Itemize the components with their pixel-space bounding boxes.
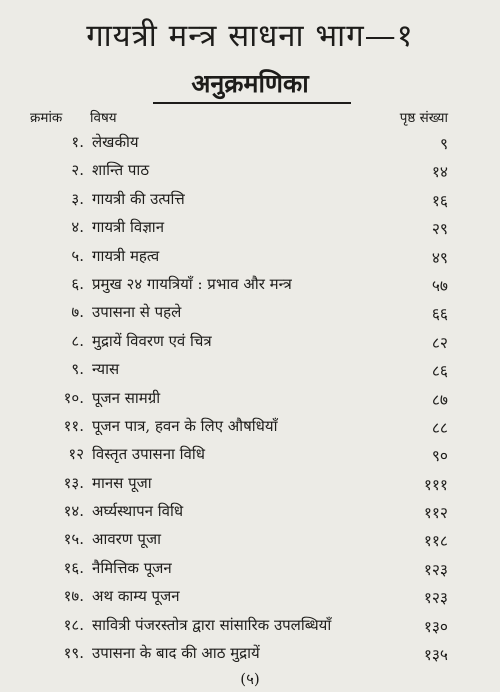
toc-entry [0,440,500,468]
toc-entry [0,582,500,610]
entry-number: ६. [71,274,84,293]
entry-title: नैमित्तिक पूजन [92,558,172,577]
entry-page-number: १२३ [423,560,448,579]
entry-page-number: ६६ [431,305,448,324]
column-header-page: पृष्ठ संख्या [399,110,448,126]
entry-number: १. [71,133,84,151]
toc-entry [0,156,500,184]
toc-entry [0,242,500,270]
entry-number: १६. [63,558,84,577]
toc-entry [0,185,500,213]
entry-number: १३. [63,473,84,492]
entry-page-number: ५७ [431,276,448,295]
heading-underline [153,102,351,104]
entry-title: उपासना के बाद की आठ मुद्रायें [92,644,260,663]
entry-title: गायत्री की उत्पत्ति [92,189,185,208]
entry-number: ३. [71,189,84,208]
entry-number: १७. [63,587,84,606]
entry-number: ४. [71,218,84,237]
entry-number: ७. [71,303,84,322]
entry-title: शान्ति पाठ [92,161,150,180]
entry-number: ११. [63,416,84,435]
table-of-contents [0,128,500,667]
entry-title: विस्तृत उपासना विधि [92,445,206,464]
entry-page-number: ११२ [423,504,448,523]
entry-number: ९. [71,360,84,379]
entry-page-number: ८८ [431,418,448,437]
entry-page-number: ११८ [423,532,448,551]
entry-number: १४. [63,502,84,521]
entry-title: अथ काम्य पूजन [92,587,180,606]
toc-entry [0,327,500,355]
book-title: गायत्री मन्त्र साधना भाग—१ [86,18,414,54]
toc-entry [0,128,500,156]
toc-entry [0,639,500,667]
entry-page-number: १११ [423,475,448,494]
toc-entry [0,298,500,326]
entry-title: आवरण पूजा [92,530,161,549]
page-number: (५) [240,670,260,688]
entry-title: मुद्रायें विवरण एवं चित्र [92,331,212,350]
entry-page-number: ८२ [431,333,448,352]
entry-number: १८. [63,615,84,634]
entry-number: १०. [63,388,84,407]
entry-page-number: ८७ [431,390,448,409]
toc-entry [0,525,500,553]
entry-page-number: १४ [431,163,448,182]
entry-number: १२ [68,445,84,464]
entry-title: अर्घ्यस्थापन विधि [92,502,184,521]
entry-title: पूजन पात्र, हवन के लिए औषधियाँ [92,416,278,435]
toc-entry [0,497,500,525]
entry-number: ८. [71,331,84,350]
toc-entry [0,213,500,241]
entry-page-number: ९ [439,135,448,153]
entry-title: पूजन सामग्री [92,388,161,407]
entry-number: १९. [63,644,84,663]
entry-title: मानस पूजा [92,473,152,492]
toc-entry [0,611,500,639]
entry-page-number: १३० [423,617,448,636]
entry-page-number: १३५ [423,646,448,665]
column-header-number: क्रमांक [30,110,63,126]
entry-page-number: १६ [431,191,448,210]
toc-entry [0,554,500,582]
entry-page-number: ९० [431,447,448,466]
entry-title: लेखकीय [92,133,139,151]
toc-entry [0,270,500,298]
entry-title: न्यास [92,360,120,379]
entry-title: गायत्री महत्व [92,246,160,265]
toc-entry [0,412,500,440]
toc-entry [0,469,500,497]
column-header-subject: विषय [90,110,117,126]
entry-page-number: १२३ [423,589,448,608]
entry-page-number: ४९ [431,248,448,267]
entry-page-number: ८६ [431,362,448,381]
toc-entry [0,355,500,383]
entry-title: सावित्री पंजरस्तोत्र द्वारा सांसारिक उपलब्धियाँ [92,615,332,634]
index-heading: अनुक्रमणिका [191,69,309,98]
entry-number: २. [71,161,84,180]
entry-number: ५. [71,246,84,265]
entry-title: गायत्री विज्ञान [92,218,165,237]
entry-number: १५. [63,530,84,549]
toc-entry [0,384,500,412]
entry-title: उपासना से पहले [92,303,182,322]
entry-title: प्रमुख २४ गायत्रियाँ : प्रभाव और मन्त्र [92,274,292,293]
entry-page-number: २९ [431,220,448,239]
